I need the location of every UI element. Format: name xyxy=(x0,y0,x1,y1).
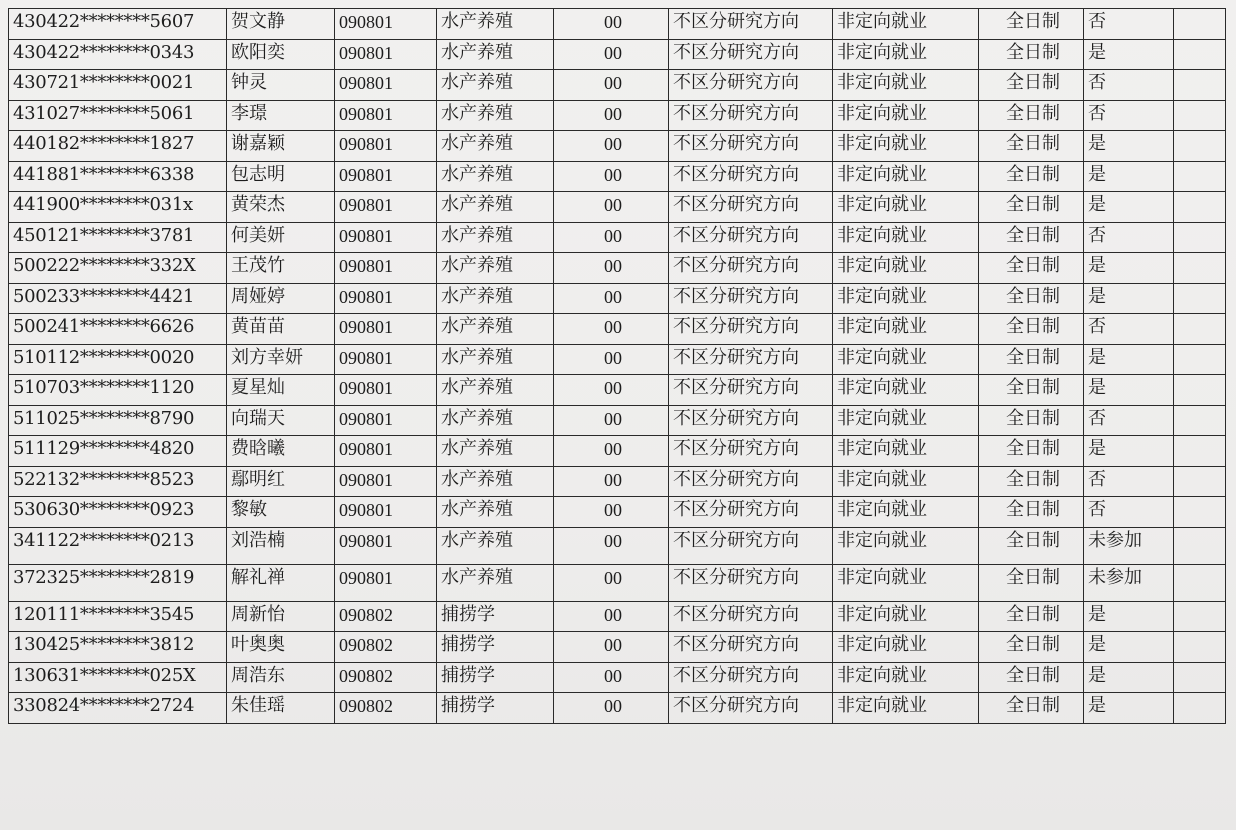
major-code-cell: 090801 xyxy=(335,405,437,436)
id-number-cell: 120111********3545 xyxy=(9,601,227,632)
name-cell: 夏星灿 xyxy=(227,375,335,406)
table-row xyxy=(9,70,1226,101)
employment-type-cell: 非定向就业 xyxy=(833,314,979,345)
direction-code-cell: 00 xyxy=(554,9,669,40)
id-number-cell: 500222********332X xyxy=(9,253,227,284)
status-flag-cell: 否 xyxy=(1084,100,1174,131)
id-number-cell: 440182********1827 xyxy=(9,131,227,162)
major-name-cell: 水产养殖 xyxy=(437,100,554,131)
direction-code-cell: 00 xyxy=(554,405,669,436)
table-row xyxy=(9,131,1226,162)
study-mode-cell: 全日制 xyxy=(979,100,1084,131)
table-row xyxy=(9,662,1226,693)
major-name-cell: 水产养殖 xyxy=(437,39,554,70)
name-cell: 贺文静 xyxy=(227,9,335,40)
major-code-cell: 090801 xyxy=(335,9,437,40)
direction-code-cell: 00 xyxy=(554,222,669,253)
study-mode-cell: 全日制 xyxy=(979,632,1084,663)
direction-code-cell: 00 xyxy=(554,192,669,223)
table-row xyxy=(9,222,1226,253)
research-direction-cell: 不区分研究方向 xyxy=(669,131,833,162)
direction-code-cell: 00 xyxy=(554,314,669,345)
table-row xyxy=(9,39,1226,70)
direction-code-cell: 00 xyxy=(554,466,669,497)
name-cell: 钟灵 xyxy=(227,70,335,101)
table-row xyxy=(9,693,1226,724)
name-cell: 周新怡 xyxy=(227,601,335,632)
status-flag-cell: 是 xyxy=(1084,161,1174,192)
study-mode-cell: 全日制 xyxy=(979,375,1084,406)
status-flag-cell: 否 xyxy=(1084,466,1174,497)
table-row xyxy=(9,9,1226,40)
status-flag-cell: 是 xyxy=(1084,192,1174,223)
id-number-cell: 330824********2724 xyxy=(9,693,227,724)
table-row xyxy=(9,375,1226,406)
research-direction-cell: 不区分研究方向 xyxy=(669,222,833,253)
major-code-cell: 090801 xyxy=(335,283,437,314)
id-number-cell: 450121********3781 xyxy=(9,222,227,253)
major-code-cell: 090802 xyxy=(335,601,437,632)
employment-type-cell: 非定向就业 xyxy=(833,405,979,436)
status-flag-cell: 是 xyxy=(1084,662,1174,693)
name-cell: 谢嘉颖 xyxy=(227,131,335,162)
employment-type-cell: 非定向就业 xyxy=(833,161,979,192)
name-cell: 解礼禅 xyxy=(227,564,335,601)
study-mode-cell: 全日制 xyxy=(979,436,1084,467)
table-row xyxy=(9,466,1226,497)
research-direction-cell: 不区分研究方向 xyxy=(669,662,833,693)
id-number-cell: 441900********031x xyxy=(9,192,227,223)
research-direction-cell: 不区分研究方向 xyxy=(669,344,833,375)
status-flag-cell: 是 xyxy=(1084,436,1174,467)
major-code-cell: 090802 xyxy=(335,632,437,663)
major-name-cell: 捕捞学 xyxy=(437,632,554,663)
major-code-cell: 090801 xyxy=(335,100,437,131)
research-direction-cell: 不区分研究方向 xyxy=(669,70,833,101)
id-number-cell: 372325********2819 xyxy=(9,564,227,601)
employment-type-cell: 非定向就业 xyxy=(833,222,979,253)
major-name-cell: 水产养殖 xyxy=(437,436,554,467)
major-code-cell: 090801 xyxy=(335,436,437,467)
study-mode-cell: 全日制 xyxy=(979,283,1084,314)
major-name-cell: 水产养殖 xyxy=(437,314,554,345)
status-flag-cell: 未参加 xyxy=(1084,564,1174,601)
major-code-cell: 090801 xyxy=(335,253,437,284)
id-number-cell: 500233********4421 xyxy=(9,283,227,314)
major-code-cell: 090801 xyxy=(335,314,437,345)
direction-code-cell: 00 xyxy=(554,253,669,284)
study-mode-cell: 全日制 xyxy=(979,527,1084,564)
study-mode-cell: 全日制 xyxy=(979,693,1084,724)
major-code-cell: 090801 xyxy=(335,70,437,101)
id-number-cell: 430721********0021 xyxy=(9,70,227,101)
table-row xyxy=(9,564,1226,601)
employment-type-cell: 非定向就业 xyxy=(833,693,979,724)
name-cell: 何美妍 xyxy=(227,222,335,253)
direction-code-cell: 00 xyxy=(554,283,669,314)
direction-code-cell: 00 xyxy=(554,70,669,101)
employment-type-cell: 非定向就业 xyxy=(833,564,979,601)
employment-type-cell: 非定向就业 xyxy=(833,70,979,101)
status-flag-cell: 是 xyxy=(1084,283,1174,314)
id-number-cell: 500241********6626 xyxy=(9,314,227,345)
empty-cell xyxy=(1174,131,1226,162)
table-row xyxy=(9,497,1226,528)
direction-code-cell: 00 xyxy=(554,39,669,70)
research-direction-cell: 不区分研究方向 xyxy=(669,192,833,223)
id-number-cell: 530630********0923 xyxy=(9,497,227,528)
major-name-cell: 水产养殖 xyxy=(437,466,554,497)
name-cell: 刘方幸妍 xyxy=(227,344,335,375)
major-code-cell: 090801 xyxy=(335,497,437,528)
employment-type-cell: 非定向就业 xyxy=(833,527,979,564)
employment-type-cell: 非定向就业 xyxy=(833,497,979,528)
student-roster-table xyxy=(8,8,1226,724)
employment-type-cell: 非定向就业 xyxy=(833,253,979,284)
major-code-cell: 090802 xyxy=(335,693,437,724)
status-flag-cell: 是 xyxy=(1084,375,1174,406)
study-mode-cell: 全日制 xyxy=(979,405,1084,436)
direction-code-cell: 00 xyxy=(554,375,669,406)
name-cell: 叶奥奥 xyxy=(227,632,335,663)
research-direction-cell: 不区分研究方向 xyxy=(669,100,833,131)
study-mode-cell: 全日制 xyxy=(979,662,1084,693)
research-direction-cell: 不区分研究方向 xyxy=(669,9,833,40)
id-number-cell: 441881********6338 xyxy=(9,161,227,192)
id-number-cell: 510703********1120 xyxy=(9,375,227,406)
employment-type-cell: 非定向就业 xyxy=(833,39,979,70)
research-direction-cell: 不区分研究方向 xyxy=(669,693,833,724)
direction-code-cell: 00 xyxy=(554,632,669,663)
direction-code-cell: 00 xyxy=(554,100,669,131)
table-row xyxy=(9,632,1226,663)
empty-cell xyxy=(1174,601,1226,632)
employment-type-cell: 非定向就业 xyxy=(833,344,979,375)
empty-cell xyxy=(1174,344,1226,375)
employment-type-cell: 非定向就业 xyxy=(833,9,979,40)
study-mode-cell: 全日制 xyxy=(979,497,1084,528)
name-cell: 黎敏 xyxy=(227,497,335,528)
research-direction-cell: 不区分研究方向 xyxy=(669,436,833,467)
research-direction-cell: 不区分研究方向 xyxy=(669,375,833,406)
study-mode-cell: 全日制 xyxy=(979,131,1084,162)
table-row xyxy=(9,283,1226,314)
name-cell: 朱佳瑶 xyxy=(227,693,335,724)
status-flag-cell: 否 xyxy=(1084,405,1174,436)
direction-code-cell: 00 xyxy=(554,693,669,724)
major-name-cell: 水产养殖 xyxy=(437,344,554,375)
table-row xyxy=(9,161,1226,192)
status-flag-cell: 否 xyxy=(1084,497,1174,528)
major-name-cell: 水产养殖 xyxy=(437,253,554,284)
major-name-cell: 水产养殖 xyxy=(437,161,554,192)
status-flag-cell: 否 xyxy=(1084,314,1174,345)
name-cell: 王茂竹 xyxy=(227,253,335,284)
employment-type-cell: 非定向就业 xyxy=(833,375,979,406)
direction-code-cell: 00 xyxy=(554,662,669,693)
name-cell: 周娅婷 xyxy=(227,283,335,314)
id-number-cell: 341122********0213 xyxy=(9,527,227,564)
status-flag-cell: 是 xyxy=(1084,131,1174,162)
direction-code-cell: 00 xyxy=(554,344,669,375)
major-code-cell: 090801 xyxy=(335,131,437,162)
major-name-cell: 水产养殖 xyxy=(437,405,554,436)
table-row xyxy=(9,314,1226,345)
employment-type-cell: 非定向就业 xyxy=(833,632,979,663)
direction-code-cell: 00 xyxy=(554,527,669,564)
roster-body xyxy=(9,9,1226,724)
employment-type-cell: 非定向就业 xyxy=(833,662,979,693)
direction-code-cell: 00 xyxy=(554,131,669,162)
empty-cell xyxy=(1174,497,1226,528)
table-row xyxy=(9,100,1226,131)
table-row xyxy=(9,527,1226,564)
study-mode-cell: 全日制 xyxy=(979,314,1084,345)
table-row xyxy=(9,192,1226,223)
id-number-cell: 130425********3812 xyxy=(9,632,227,663)
major-code-cell: 090801 xyxy=(335,192,437,223)
major-name-cell: 捕捞学 xyxy=(437,662,554,693)
id-number-cell: 522132********8523 xyxy=(9,466,227,497)
name-cell: 周浩东 xyxy=(227,662,335,693)
empty-cell xyxy=(1174,314,1226,345)
research-direction-cell: 不区分研究方向 xyxy=(669,497,833,528)
study-mode-cell: 全日制 xyxy=(979,253,1084,284)
name-cell: 费晗曦 xyxy=(227,436,335,467)
status-flag-cell: 是 xyxy=(1084,253,1174,284)
status-flag-cell: 否 xyxy=(1084,9,1174,40)
research-direction-cell: 不区分研究方向 xyxy=(669,283,833,314)
table-row xyxy=(9,601,1226,632)
employment-type-cell: 非定向就业 xyxy=(833,192,979,223)
empty-cell xyxy=(1174,253,1226,284)
research-direction-cell: 不区分研究方向 xyxy=(669,466,833,497)
status-flag-cell: 否 xyxy=(1084,70,1174,101)
id-number-cell: 511129********4820 xyxy=(9,436,227,467)
id-number-cell: 130631********025X xyxy=(9,662,227,693)
status-flag-cell: 是 xyxy=(1084,601,1174,632)
major-code-cell: 090801 xyxy=(335,39,437,70)
direction-code-cell: 00 xyxy=(554,497,669,528)
major-name-cell: 水产养殖 xyxy=(437,192,554,223)
name-cell: 包志明 xyxy=(227,161,335,192)
empty-cell xyxy=(1174,466,1226,497)
id-number-cell: 431027********5061 xyxy=(9,100,227,131)
research-direction-cell: 不区分研究方向 xyxy=(669,405,833,436)
research-direction-cell: 不区分研究方向 xyxy=(669,527,833,564)
direction-code-cell: 00 xyxy=(554,601,669,632)
major-code-cell: 090801 xyxy=(335,161,437,192)
study-mode-cell: 全日制 xyxy=(979,222,1084,253)
research-direction-cell: 不区分研究方向 xyxy=(669,632,833,663)
empty-cell xyxy=(1174,662,1226,693)
major-code-cell: 090801 xyxy=(335,375,437,406)
major-name-cell: 水产养殖 xyxy=(437,283,554,314)
study-mode-cell: 全日制 xyxy=(979,161,1084,192)
major-name-cell: 水产养殖 xyxy=(437,527,554,564)
study-mode-cell: 全日制 xyxy=(979,344,1084,375)
empty-cell xyxy=(1174,222,1226,253)
name-cell: 欧阳奕 xyxy=(227,39,335,70)
table-row xyxy=(9,405,1226,436)
name-cell: 黄荣杰 xyxy=(227,192,335,223)
major-name-cell: 水产养殖 xyxy=(437,70,554,101)
empty-cell xyxy=(1174,693,1226,724)
research-direction-cell: 不区分研究方向 xyxy=(669,161,833,192)
study-mode-cell: 全日制 xyxy=(979,564,1084,601)
employment-type-cell: 非定向就业 xyxy=(833,466,979,497)
name-cell: 黄苗苗 xyxy=(227,314,335,345)
study-mode-cell: 全日制 xyxy=(979,9,1084,40)
major-name-cell: 水产养殖 xyxy=(437,131,554,162)
name-cell: 李璟 xyxy=(227,100,335,131)
empty-cell xyxy=(1174,100,1226,131)
status-flag-cell: 否 xyxy=(1084,222,1174,253)
major-code-cell: 090801 xyxy=(335,466,437,497)
major-name-cell: 水产养殖 xyxy=(437,9,554,40)
employment-type-cell: 非定向就业 xyxy=(833,100,979,131)
major-name-cell: 捕捞学 xyxy=(437,693,554,724)
research-direction-cell: 不区分研究方向 xyxy=(669,253,833,284)
status-flag-cell: 是 xyxy=(1084,39,1174,70)
major-name-cell: 水产养殖 xyxy=(437,497,554,528)
name-cell: 刘浩楠 xyxy=(227,527,335,564)
direction-code-cell: 00 xyxy=(554,161,669,192)
id-number-cell: 511025********8790 xyxy=(9,405,227,436)
employment-type-cell: 非定向就业 xyxy=(833,601,979,632)
research-direction-cell: 不区分研究方向 xyxy=(669,601,833,632)
table-row xyxy=(9,436,1226,467)
empty-cell xyxy=(1174,405,1226,436)
empty-cell xyxy=(1174,9,1226,40)
table-row xyxy=(9,344,1226,375)
major-code-cell: 090801 xyxy=(335,564,437,601)
id-number-cell: 510112********0020 xyxy=(9,344,227,375)
major-code-cell: 090801 xyxy=(335,222,437,253)
study-mode-cell: 全日制 xyxy=(979,70,1084,101)
empty-cell xyxy=(1174,70,1226,101)
empty-cell xyxy=(1174,527,1226,564)
major-name-cell: 捕捞学 xyxy=(437,601,554,632)
status-flag-cell: 是 xyxy=(1084,344,1174,375)
study-mode-cell: 全日制 xyxy=(979,466,1084,497)
direction-code-cell: 00 xyxy=(554,564,669,601)
status-flag-cell: 是 xyxy=(1084,632,1174,663)
status-flag-cell: 是 xyxy=(1084,693,1174,724)
status-flag-cell: 未参加 xyxy=(1084,527,1174,564)
major-name-cell: 水产养殖 xyxy=(437,222,554,253)
direction-code-cell: 00 xyxy=(554,436,669,467)
empty-cell xyxy=(1174,39,1226,70)
empty-cell xyxy=(1174,192,1226,223)
study-mode-cell: 全日制 xyxy=(979,601,1084,632)
major-code-cell: 090801 xyxy=(335,344,437,375)
major-name-cell: 水产养殖 xyxy=(437,375,554,406)
research-direction-cell: 不区分研究方向 xyxy=(669,39,833,70)
empty-cell xyxy=(1174,161,1226,192)
major-code-cell: 090801 xyxy=(335,527,437,564)
study-mode-cell: 全日制 xyxy=(979,39,1084,70)
research-direction-cell: 不区分研究方向 xyxy=(669,314,833,345)
empty-cell xyxy=(1174,436,1226,467)
major-name-cell: 水产养殖 xyxy=(437,564,554,601)
table-row xyxy=(9,253,1226,284)
empty-cell xyxy=(1174,632,1226,663)
study-mode-cell: 全日制 xyxy=(979,192,1084,223)
empty-cell xyxy=(1174,283,1226,314)
major-code-cell: 090802 xyxy=(335,662,437,693)
name-cell: 向瑞天 xyxy=(227,405,335,436)
id-number-cell: 430422********5607 xyxy=(9,9,227,40)
empty-cell xyxy=(1174,564,1226,601)
research-direction-cell: 不区分研究方向 xyxy=(669,564,833,601)
employment-type-cell: 非定向就业 xyxy=(833,131,979,162)
empty-cell xyxy=(1174,375,1226,406)
name-cell: 鄢明红 xyxy=(227,466,335,497)
id-number-cell: 430422********0343 xyxy=(9,39,227,70)
employment-type-cell: 非定向就业 xyxy=(833,436,979,467)
employment-type-cell: 非定向就业 xyxy=(833,283,979,314)
